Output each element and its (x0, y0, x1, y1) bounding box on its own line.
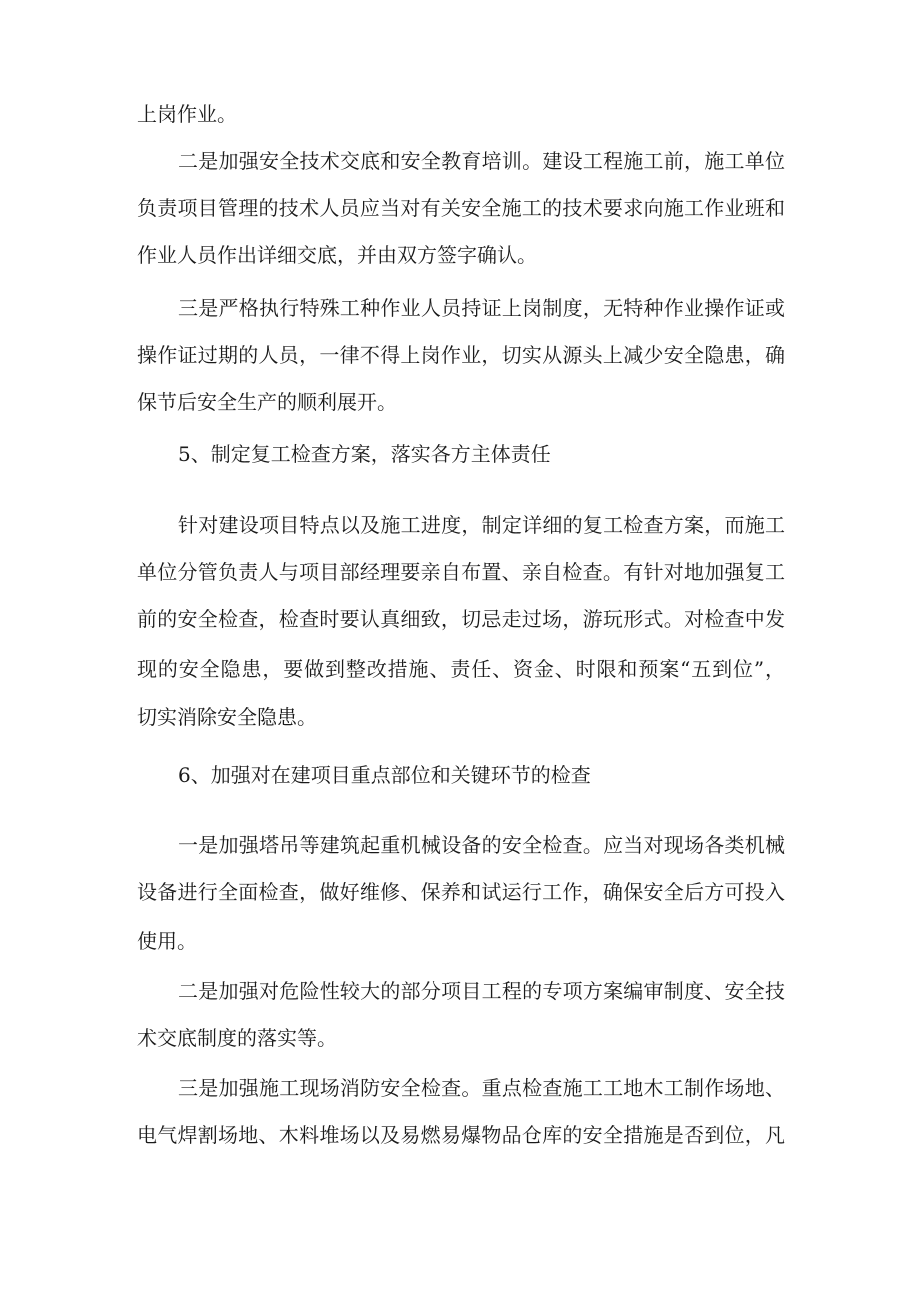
paragraph-line: 现的安全隐患，要做到整改措施、责任、资金、时限和预案“五到位”， (137, 657, 785, 681)
section-heading: 5、制定复工检查方案，落实各方主体责任 (178, 442, 551, 466)
paragraph-line: 三是加强施工现场消防安全检查。重点检查施工工地木工制作场地、 (178, 1076, 785, 1100)
paragraph-line: 针对建设项目特点以及施工进度，制定详细的复工检查方案，而施工 (178, 513, 785, 537)
paragraph-line: 设备进行全面检查，做好维修、保养和试运行工作，确保安全后方可投入 (137, 880, 785, 904)
paragraph-line: 术交底制度的落实等。 (137, 1026, 337, 1050)
paragraph-line: 二是加强对危险性较大的部分项目工程的专项方案编审制度、安全技 (178, 979, 785, 1003)
paragraph-line: 操作证过期的人员，一律不得上岗作业，切实从源头上减少安全隐患，确 (137, 343, 785, 367)
paragraph-line: 三是严格执行特殊工种作业人员持证上岗制度，无特种作业操作证或 (178, 296, 785, 320)
paragraph-line: 电气焊割场地、木料堆场以及易燃易爆物品仓库的安全措施是否到位，凡 (137, 1123, 785, 1147)
paragraph-line: 上岗作业。 (137, 102, 237, 126)
paragraph-line: 负责项目管理的技术人员应当对有关安全施工的技术要求向施工作业班和 (137, 196, 785, 220)
paragraph-line: 单位分管负责人与项目部经理要亲自布置、亲自检查。有针对地加强复工 (137, 560, 785, 584)
paragraph-line: 保节后安全生产的顺利展开。 (137, 390, 397, 414)
paragraph-line: 作业人员作出详细交底，并由双方签字确认。 (137, 243, 537, 267)
paragraph-line: 使用。 (137, 929, 197, 953)
paragraph-line: 一是加强塔吊等建筑起重机械设备的安全检查。应当对现场各类机械 (178, 833, 785, 857)
paragraph-line: 切实消除安全隐患。 (137, 705, 317, 729)
section-heading: 6、加强对在建项目重点部位和关键环节的检查 (178, 763, 591, 787)
paragraph-line: 二是加强安全技术交底和安全教育培训。建设工程施工前，施工单位 (178, 149, 785, 173)
paragraph-line: 前的安全检查，检查时要认真细致，切忌走过场，游玩形式。对检查中发 (137, 607, 785, 631)
